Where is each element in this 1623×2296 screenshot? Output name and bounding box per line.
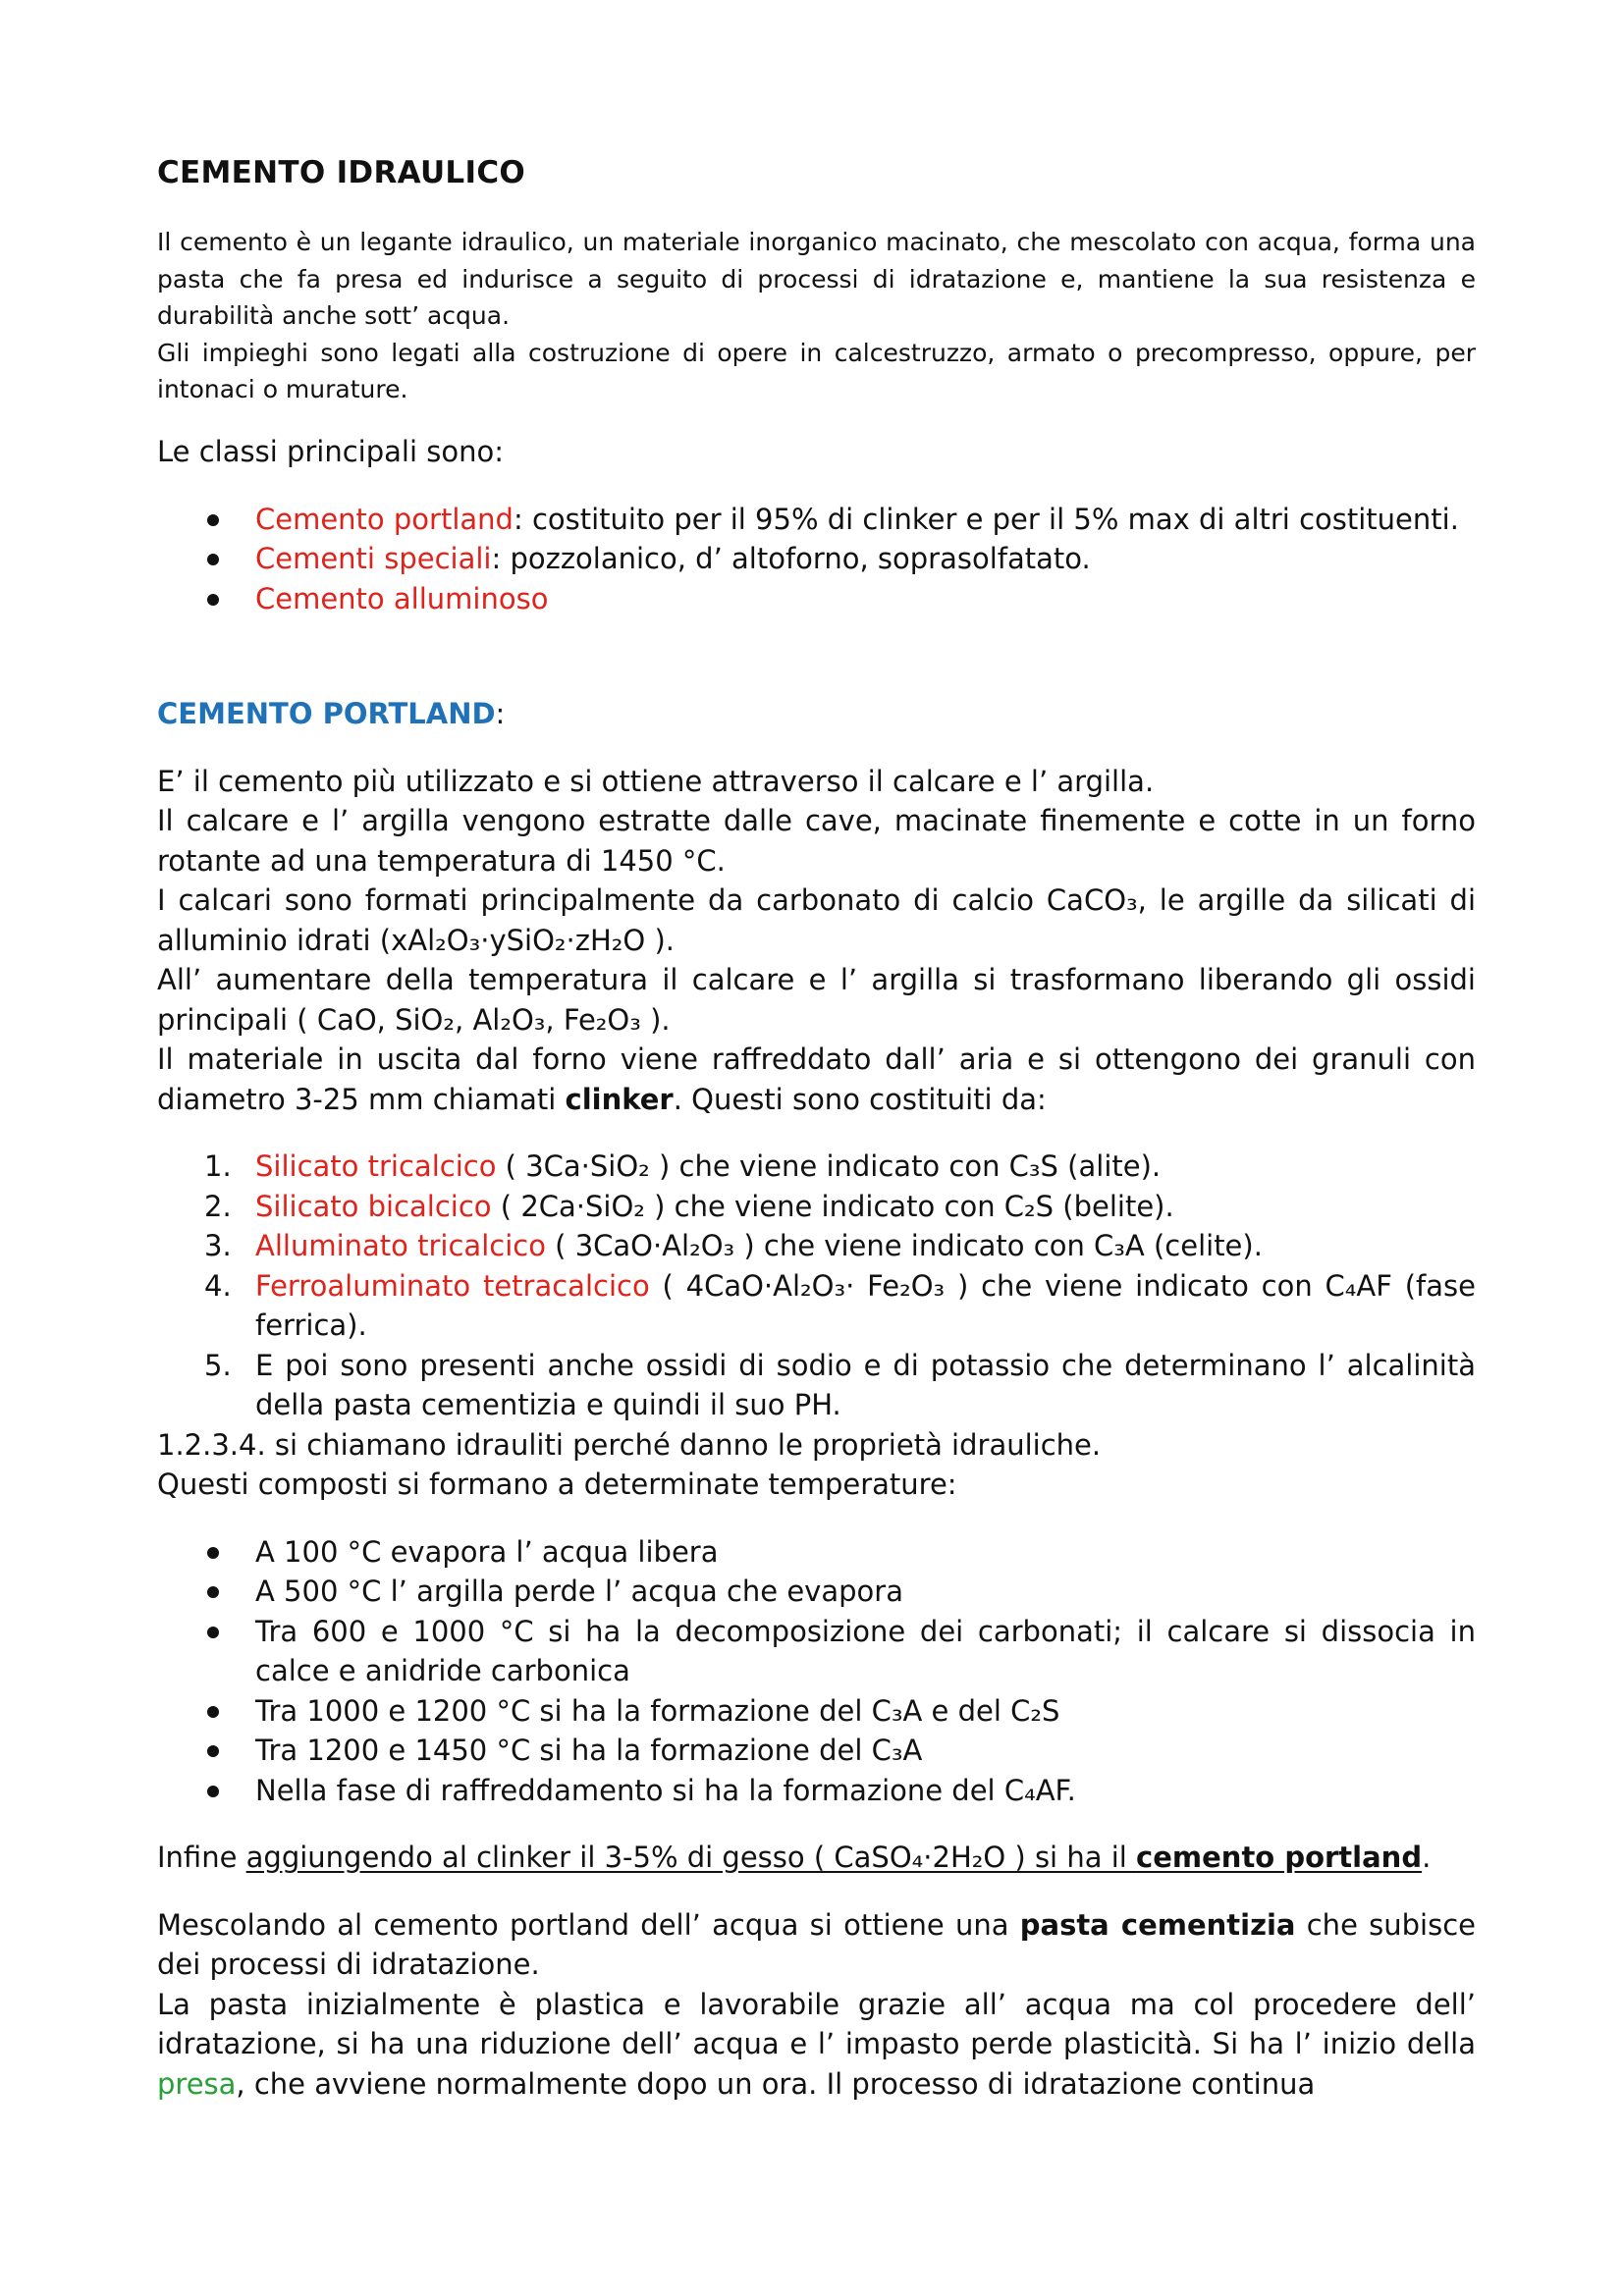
cemento-portland-term: cemento portland [1136,1841,1423,1874]
component-desc: ( 2Ca·SiO₂ ) che viene indicato con C₂S (belite). [491,1189,1174,1223]
list-item [157,500,1476,540]
components-list [157,1147,1476,1425]
class-term: Cemento portland [255,502,514,536]
list-number: 3. [204,1229,232,1262]
text-run: . [1422,1841,1432,1874]
portland-heading-line [157,694,1476,734]
portland-paragraph-5 [157,1040,1476,1119]
list-item [157,579,1476,619]
underlined-text: aggiungendo al clinker il 3-5% di gesso ( CaSO₄·2H₂O ) si ha il [245,1841,1137,1874]
classes-list [157,500,1476,619]
text-run: che subisce dei processi di idratazione. [157,1907,1477,1981]
component-term: Silicato bicalcico [255,1189,492,1223]
list-item [157,1147,1476,1187]
intro-paragraph-1: Il cemento è un legante idraulico, un materiale inorganico macinato, che mescolato con acqua, forma una pasta che fa presa ed indurisce a seguito di processi di idratazione e, mantiene la sua resistenza e durabilità anche sott’ acqua. [157,228,1476,330]
component-desc: ( 4CaO·Al₂O₃· Fe₂O₃ ) che viene indicato con C₄AF (fase ferrica). [255,1268,1476,1342]
portland-section [157,694,1476,2104]
list-item: Tra 1200 e 1450 °C si ha la formazione del C₃A [157,1731,1476,1771]
class-term: Cementi speciali [255,542,492,575]
list-number: 1. [204,1149,232,1183]
component-desc: E poi sono presenti anche ossidi di sodio e di potassio che determinano l’ alcalinità della pasta cementizia e quindi il suo PH. [255,1348,1476,1421]
text-run: Infine [157,1841,246,1874]
class-desc: : pozzolanico, d’ altoforno, soprasolfatato. [491,542,1091,575]
list-item: Tra 1000 e 1200 °C si ha la formazione del C₃A e del C₂S [157,1691,1476,1732]
temperatures-intro: Questi composti si formano a determinate temperature: [157,1468,957,1501]
intro-section [157,224,1476,408]
section-heading: CEMENTO PORTLAND [157,697,496,730]
intro-paragraph-2: Gli impieghi sono legati alla costruzione di opere in calcestruzzo, armato o precompresso, oppure, per intonaci o murature. [157,338,1476,403]
component-term: Ferroaluminato tetracalcico [255,1268,650,1303]
pasta-cementizia-term: pasta cementizia [1019,1907,1296,1942]
component-term: Alluminato tricalcico [255,1229,546,1262]
class-desc: : costituito per il 95% di clinker e per il 5% max di altri costituenti. [513,502,1459,536]
list-item: A 100 °C evapora l’ acqua libera [157,1532,1476,1573]
text-run: , che avviene normalmente dopo un ora. Il processo di idratazione continua [236,2066,1316,2101]
list-item: Tra 600 e 1000 °C si ha la decomposizione dei carbonati; il calcare si dissocia in calce e anidride carbonica [157,1612,1476,1691]
portland-paragraph-3: I calcari sono formati principalmente da carbonato di calcio CaCO₃, le argille da silicati di alluminio idrati (xAl₂O₃·ySiO₂·zH₂O ). [157,883,1476,957]
list-number: 4. [204,1268,232,1303]
temperatures-list [157,1532,1476,1811]
list-number: 2. [204,1189,232,1223]
text-run: La pasta inizialmente è plastica e lavorabile grazie all’ acqua ma col procedere dell’ idratazione, si ha una riduzione dell’ acqua e l’ impasto perde plasticità. Si ha l’ inizio della [157,1987,1476,2060]
class-term: Cemento alluminoso [255,581,549,615]
list-item [157,539,1476,579]
component-term: Silicato tricalcico [255,1149,497,1183]
final-paragraph-2 [157,1905,1476,1985]
text-run: Il materiale in uscita dal forno viene raffreddato dall’ aria e si ottengono dei granuli con diametro 3-25 mm chiamati [157,1042,1476,1116]
list-item: A 500 °C l’ argilla perde l’ acqua che evapora [157,1572,1476,1612]
list-item: Nella fase di raffreddamento si ha la formazione del C₄AF. [157,1771,1476,1811]
idrauliti-paragraph: 1.2.3.4. si chiamano idrauliti perché danno le proprietà idrauliche. [157,1427,1102,1462]
list-item [157,1346,1476,1425]
classes-section [157,432,1476,618]
final-paragraph-1 [157,1838,1476,1878]
page-title: CEMENTO IDRAULICO [157,155,526,190]
final-paragraph-3 [157,1985,1476,2105]
list-number: 5. [204,1348,232,1382]
portland-paragraph-2: Il calcare e l’ argilla vengono estratte dalle cave, macinate finemente e cotte in un forno rotante ad una temperatura di 1450 °C. [157,804,1476,878]
list-item [157,1226,1476,1266]
portland-paragraph-4: All’ aumentare della temperatura il calcare e l’ argilla si trasformano liberando gli ossidi principali ( CaO, SiO₂, Al₂O₃, Fe₂O₃ ). [157,963,1476,1037]
classes-heading: Le classi principali sono: [157,435,504,468]
component-desc: ( 3Ca·SiO₂ ) che viene indicato con C₃S (alite). [496,1149,1162,1183]
component-desc: ( 3CaO·Al₂O₃ ) che viene indicato con C₃A (celite). [545,1229,1263,1262]
clinker-term: clinker [565,1082,674,1116]
text-run: Mescolando al cemento portland dell’ acqua si ottiene una [157,1907,1020,1942]
list-item [157,1266,1476,1346]
section-heading-suffix: : [495,697,506,730]
presa-term: presa [157,2066,237,2101]
list-item [157,1187,1476,1227]
portland-paragraph-1: E’ il cemento più utilizzato e si ottiene attraverso il calcare e l’ argilla. [157,764,1155,798]
text-run: . Questi sono costituiti da: [673,1082,1047,1116]
